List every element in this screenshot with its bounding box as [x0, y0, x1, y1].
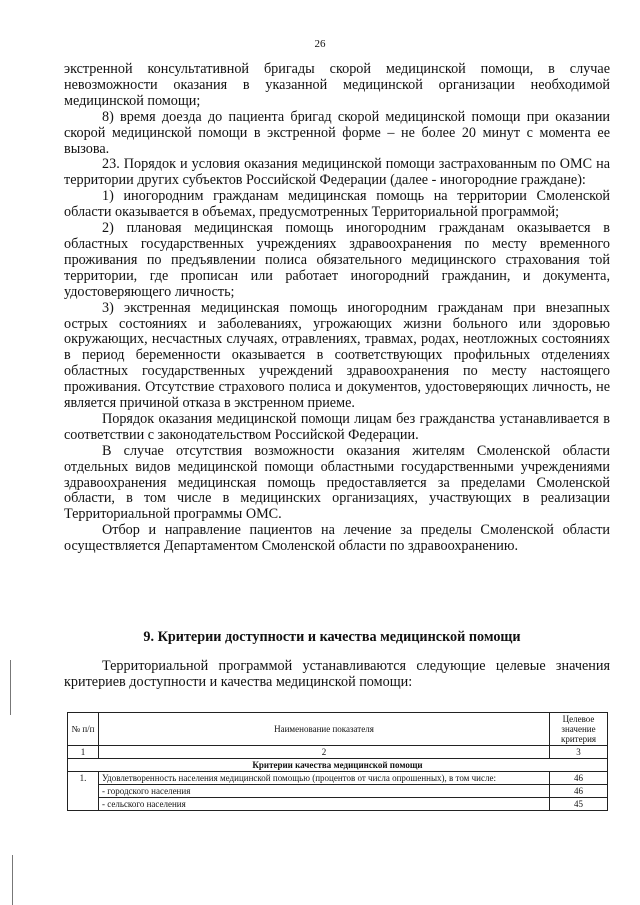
column-number: 2 [99, 746, 550, 759]
criterion-value: 46 [550, 772, 608, 785]
table-row [68, 772, 608, 785]
paragraph: Порядок оказания медицинской помощи лицам без гражданства устанавливается в соответствии с законодательством Российской Федерации. [64, 410, 610, 443]
paragraph: экстренной консультативной бригады скорой медицинской помощи, в случае невозможности оказания в указанной медицинской организации необходимой медицинской помощи; [64, 61, 610, 109]
table-header-row [68, 713, 608, 746]
scan-margin-line [12, 855, 13, 905]
criterion-name: Удовлетворенность населения медицинской помощью (процентов от числа опрошенных), в том числе: [99, 772, 550, 785]
paragraph: 2) плановая медицинская помощь иногородним гражданам оказывается в областных государственных учреждениях здравоохранения по месту временного проживания по предъявлении полиса обязательного медицинского страхования той территории, где прописан или работает иногородний гражданин, и документа, удостоверяющего личность; [64, 220, 610, 300]
criterion-value: 45 [550, 798, 608, 811]
intro-paragraph: Территориальной программой устанавливаются следующие целевые значения критериев доступности и качества медицинской помощи: [64, 658, 610, 690]
header-target: Целевое значение критерия [550, 713, 608, 746]
section-heading: 9. Критерии доступности и качества медицинской помощи [143, 629, 521, 645]
row-number: 1. [68, 772, 99, 811]
paragraph: Отбор и направление пациентов на лечение за пределы Смоленской области осуществляется Департаментом Смоленской области по здравоохранению. [64, 522, 610, 555]
paragraph: 3) экстренная медицинская помощь иногородним гражданам при внезапных острых состояниях и заболеваниях, угрожающих жизни больного или здоровью окружающих, несчастных случаях, отравлениях, травмах, родах, неотложных состояниях в период беременности оказывается в соответствующих профильных отделениях областных государственных учреждений здравоохранения по месту настоящего проживания. Отсутствие страхового полиса и документов, удостоверяющих личность, не является причиной отказа в экстренном приеме. [64, 299, 610, 412]
criterion-name: - сельского населения [99, 798, 550, 811]
table-row [68, 785, 608, 798]
paragraph: 23. Порядок и условия оказания медицинской помощи застрахованным по ОМС на территории других субъектов Российской Федерации (далее - иногородние граждане): [64, 156, 610, 189]
page-number: 26 [314, 38, 326, 50]
criteria-table [67, 712, 608, 811]
column-number: 3 [550, 746, 608, 759]
table-row [68, 798, 608, 811]
section-row [68, 759, 608, 772]
paragraph: В случае отсутствия возможности оказания жителям Смоленской области отдельных видов медицинской помощи областными государственными учреждениями здравоохранения медицинская помощь предоставляется за пределами Смоленской области, в том числе в медицинских организациях, участвующих в реализации Территориальной программы ОМС. [64, 442, 610, 523]
body-text [64, 62, 610, 555]
column-number: 1 [68, 746, 99, 759]
section-title: Критерии качества медицинской помощи [68, 759, 608, 772]
header-num: № п/п [68, 713, 99, 746]
paragraph: 1) иногородним гражданам медицинская помощь на территории Смоленской области оказывается в объемах, предусмотренных Территориальной программой; [64, 188, 610, 221]
header-name: Наименование показателя [99, 713, 550, 746]
criterion-name: - городского населения [99, 785, 550, 798]
criterion-value: 46 [550, 785, 608, 798]
scan-margin-line [10, 660, 11, 715]
intro-text [64, 659, 610, 691]
paragraph: 8) время доезда до пациента бригад скорой медицинской помощи при оказании скорой медицинской помощи в экстренной форме – не более 20 минут с момента ее вызова. [64, 108, 610, 157]
column-number-row [68, 746, 608, 759]
